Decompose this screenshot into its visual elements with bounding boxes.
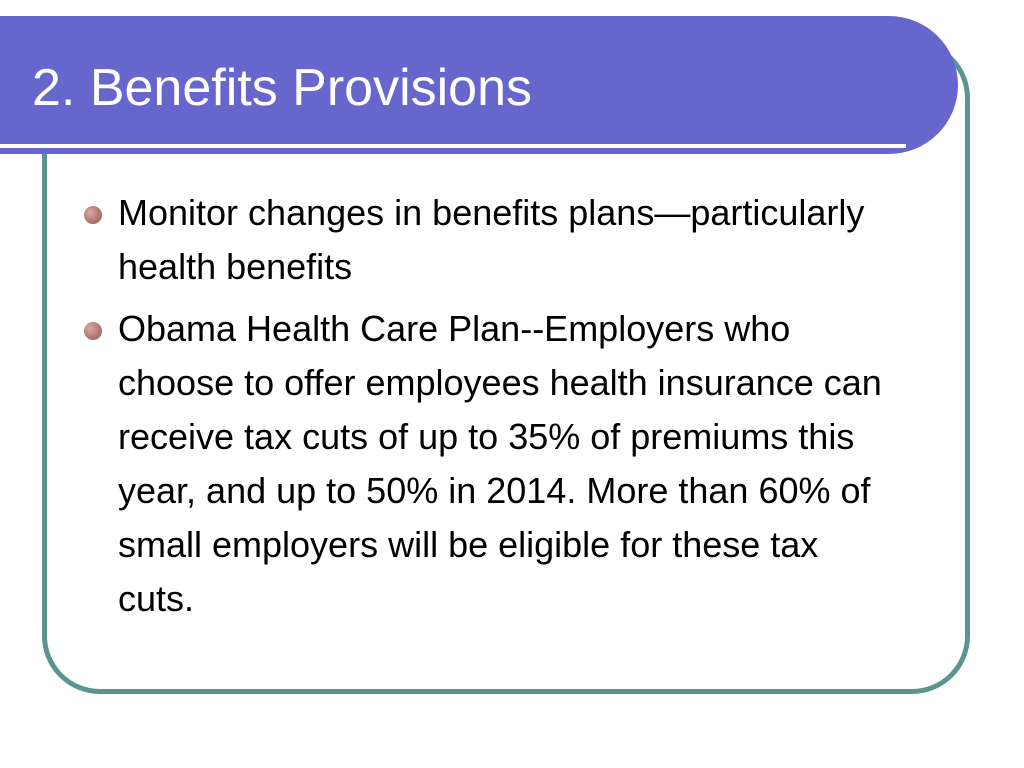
slide-title: 2. Benefits Provisions <box>32 59 533 117</box>
bullet-text: Monitor changes in benefits plans—particularly health benefits <box>118 192 865 287</box>
bullet-item <box>82 186 902 294</box>
bullet-dot-icon <box>84 206 102 224</box>
bullet-list <box>82 186 902 634</box>
title-underline <box>0 144 906 148</box>
bullet-text: Obama Health Care Plan--Employers who choose to offer employees health insurance can receive tax cuts of up to 35% of premiums this year, and up to 50% in 2014. More than 60% of small employers will be eligible for these tax cuts. <box>118 308 882 619</box>
bullet-dot-icon <box>84 322 102 340</box>
bullet-item <box>82 302 902 626</box>
title-banner <box>0 16 958 154</box>
